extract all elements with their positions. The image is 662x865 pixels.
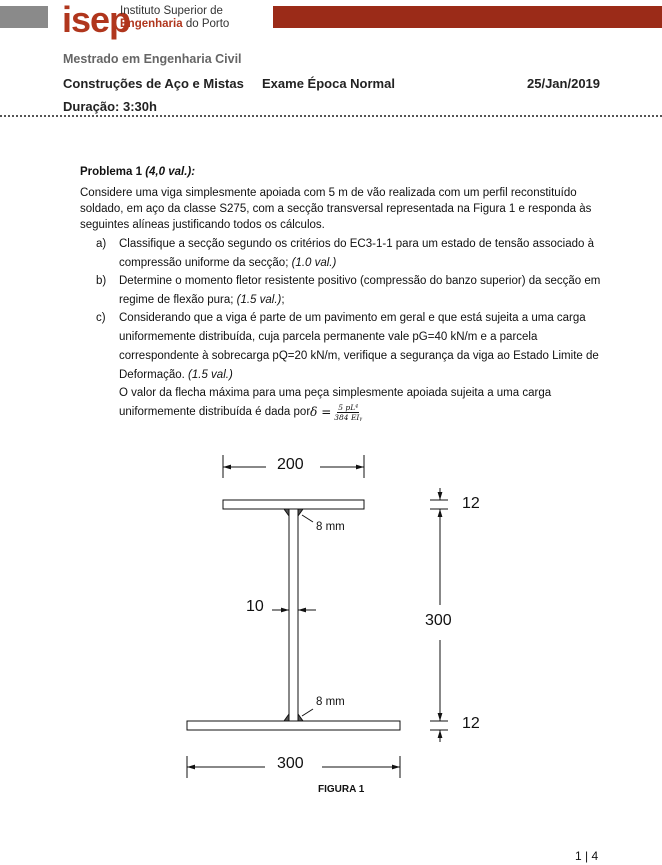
dim-bottom-width: 300: [277, 755, 304, 772]
figure-caption: FIGURA 1: [318, 784, 365, 795]
item-b-text: Determine o momento fletor resistente positivo (compressão do banzo superior) da secção em regime de flexão pura; (1.5 val.);: [119, 275, 601, 306]
problem-title: Problema 1 (4,0 val.):: [80, 166, 196, 178]
program-title: Mestrado em Engenharia Civil: [63, 52, 242, 66]
weld-top-label: 8 mm: [316, 521, 345, 533]
institute-name: Instituto Superior de Engenharia do Porto: [120, 5, 230, 30]
dim-top-width: 200: [277, 456, 304, 473]
formula-delta: δ =: [310, 405, 332, 419]
item-a-letter: a): [96, 238, 107, 250]
dim-height: 300: [425, 612, 452, 629]
dim-top-flange: 12: [462, 495, 480, 512]
exam-title: Exame Época Normal: [262, 76, 395, 91]
exam-duration: Duração: 3:30h: [63, 99, 157, 114]
problem-intro: Considere uma viga simplesmente apoiada com 5 m de vão realizada com um perfil reconstituído soldado, em aço da classe S275, com a secção transversal representada na Figura 1 e responda às seguintes alíneas justificando todos os cálculos.: [80, 187, 592, 231]
formula-fraction: 5 pL⁴ 384 EIᵧ: [334, 403, 363, 422]
dim-bottom-flange: 12: [462, 715, 480, 732]
course-title: Construções de Aço e Mistas: [63, 76, 244, 91]
isep-logo: isep: [62, 0, 131, 40]
weld-bottom-label: 8 mm: [316, 696, 345, 708]
item-a-text: Classifique a secção segundo os critérios do EC3-1-1 para um estado de tensão associado à compressão uniforme da secção; (1.0 val.): [119, 238, 594, 269]
exam-date: 25/Jan/2019: [527, 76, 601, 91]
deflection-text: O valor da flecha máxima para uma peça simplesmente apoiada sujeita a uma carga uniformemente distribuída é dada por δ = 5 pL⁴ 384 EIᵧ: [119, 387, 552, 422]
page-number: 1 | 4: [575, 849, 599, 863]
dim-web: 10: [246, 598, 264, 615]
item-b-letter: b): [96, 275, 107, 287]
item-c-text: Considerando que a viga é parte de um pavimento em geral e que está sujeita a uma carga uniformemente distribuída, cuja parcela permanente vale pG=40 kN/m e a parcela correspondente à sobrecarga pQ=20 kN/m, verifique a segurança da viga ao Estado Limite de Deformação. (1.5 val.): [119, 312, 599, 381]
item-c-letter: c): [96, 312, 106, 324]
